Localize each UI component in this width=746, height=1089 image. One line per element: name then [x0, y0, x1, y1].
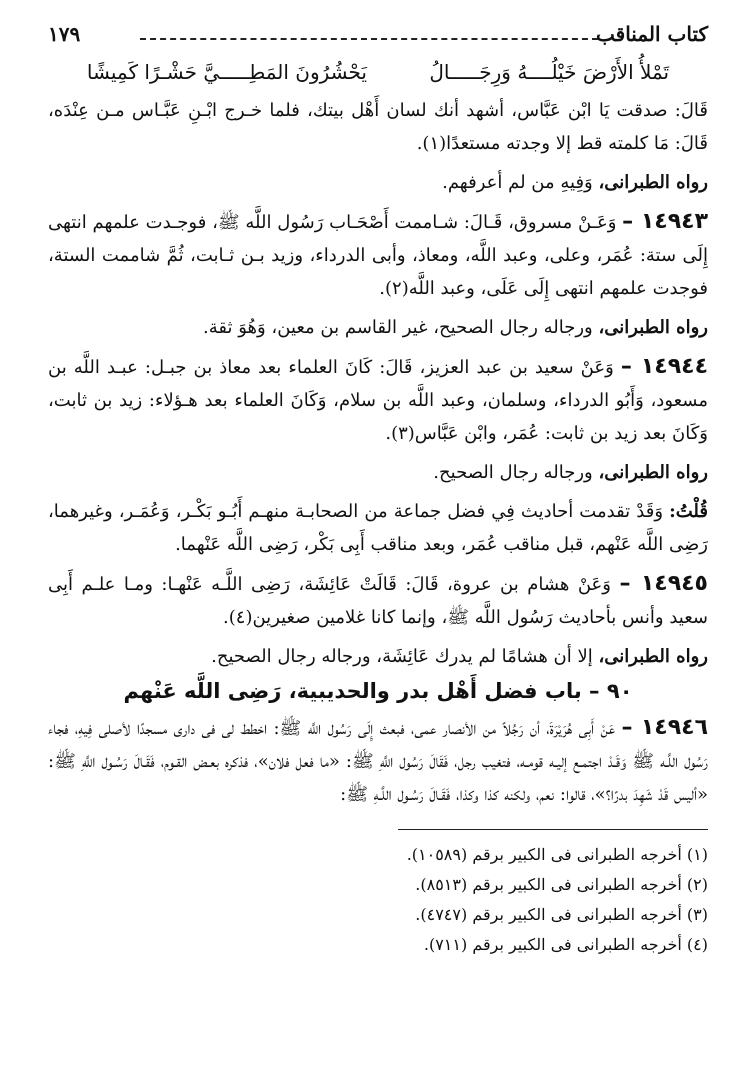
paragraph-text: وَعَنْ هشام بن عروة، قَالَ: قَالَتْ عَائِشَة، رَضِى اللَّـه عَنْهـا: ومـا علـم أَبِى سعيد وأنس بأحاديث رَسُول اللَّه ﷺ، وإنما كانا غلامين صغيرين(٤).: [48, 574, 708, 628]
running-header: [48, 14, 708, 50]
footnote: (٣) أخرجه الطبرانى فى الكبير برقم (٤٧٤٧).: [415, 905, 708, 924]
hadith-number: ١٤٩٤٣ –: [622, 209, 708, 234]
poetry-verse: [48, 60, 708, 84]
narration-note: [48, 640, 708, 673]
footnote: (٤) أخرجه الطبرانى فى الكبير برقم (٧١١).: [423, 935, 708, 954]
paragraph: قَالَ: صدقت يَا ابْن عَبَّاس، أشهد أنك لسان أَهْل بيتك، فلما خـرج ابْـنِ عَبَّـاس مـن عِنْدَه، قَالَ: مَا كلمته قط إلا وجدته مستعدًا(١).: [48, 100, 708, 154]
footnotes: [48, 840, 708, 960]
narration-note: [48, 456, 708, 489]
narrator-label: رواه الطبرانى،: [598, 462, 708, 483]
paragraph-text: وَقَدْ تقدمت أحاديث فِي فضل جماعة من الصحابـة منهـم أَبُـو بَكْـر، وَعُمَـر، وغيرهما، رَضِى اللَّه عَنْهم، قبل مناقب عُمَر، وبعد مناقب أَبِى بَكْر، رَضِى اللَّه عَنْهما.: [48, 501, 708, 555]
paragraph-text: ورجاله رجال الصحيح.: [433, 462, 599, 483]
footnote: (١) أخرجه الطبرانى فى الكبير برقم (١٠٥٨٩).: [406, 845, 708, 864]
hadith-paragraph: [48, 205, 708, 305]
page-body: [48, 94, 708, 811]
section-heading: ٩٠ – باب فضل أَهْل بدر والحديبية، رَضِى اللَّه عَنْهم: [123, 679, 633, 703]
hadith-paragraph: [48, 350, 708, 450]
paragraph-text: ورجاله رجال الصحيح، غير القاسم بن معين، وَهُوَ ثقة.: [203, 317, 599, 338]
chapter-title: كتاب المناقب: [596, 22, 708, 46]
paragraph-text: عَنْ أَبِى هُرَيْرَةَ، أن رَجُلاً من الأنصار عمى، فبعث إِلَى رَسُول اللَّه ﷺ: اخطط لى فى دارى مسجدًا لأصلى فِيهِ، فجاء رَسُول اللَّـه ﷺ وَقَـدْ اجتمـع إليـه قومـه، فتغيب رجل، فَقَالَ رَسُول اللَّهِ ﷺ: «ما فعل فلان»، فذكره بعـض القـوم، فَقَـالَ رَسُـول اللَّهِ ﷺ: «أليس قَدْ شَهِدَ بدرًا؟»، قالوا: نعم، ولكنه كذا وكذا، فَقَـالَ رَسُـول اللَّـهِ ﷺ:: [48, 718, 708, 805]
hadith-number: ١٤٩٤٦ –: [621, 715, 708, 740]
paragraph-text: وَعَـنْ مسروق، قَـالَ: شـاممت أَصْحَـاب رَسُول اللَّه ﷺ، فوجـدت علمهم انتهى إِلَى ستة: عُمَر، وعلى، وعبد اللَّه، ومعاذ، وأبى الدرداء، وزيد بـن ثـابت، ثُمَّ شاممت الستة، فوجدت علمهم انتهى إِلَى عَلَى، وعبد اللَّه(٢).: [48, 212, 708, 299]
narrator-label: رواه الطبرانى،: [598, 317, 708, 338]
paragraph-text: وَفِيهِ من لم أعرفهم.: [442, 172, 599, 193]
verse-hemistich-first: تَمْلأُ الأَرْضَ خَيْلُــــهُ وَرِجَـــــالُ: [429, 60, 670, 84]
footnote: (٢) أخرجه الطبرانى فى الكبير برقم (٨٥١٣).: [415, 875, 708, 894]
page-number: ١٧٩: [48, 22, 81, 46]
narrator-label: رواه الطبرانى،: [598, 172, 708, 193]
paragraph-text: إلا أن هشامًا لم يدرك عَائِشَة، ورجاله رجال الصحيح.: [211, 646, 599, 667]
narration-note: [48, 311, 708, 344]
narrator-label: رواه الطبرانى،: [598, 646, 708, 667]
hadith-number: ١٤٩٤٥ –: [619, 571, 708, 596]
footnote-rule: [398, 829, 708, 830]
hadith-paragraph: [48, 711, 708, 811]
author-comment: [48, 495, 708, 561]
book-page: [48, 14, 708, 1074]
verse-hemistich-second: يَحْشُرُونَ المَطِـــــيَّ حَشْـرًا كَمِيشًا: [86, 60, 367, 84]
comment-label: قُلْتُ:: [669, 501, 708, 522]
header-rule: [140, 38, 598, 40]
paragraph-text: وَعَنْ سعيد بن عبد العزيز، قَالَ: كَانَ العلماء بعد معاذ بن جبـل: عبـد اللَّه بن مسعود، وَأَبُو الدرداء، وسلمان، وعبد اللَّه بن سلام، وَكَانَ العلماء بعد هـؤلاء: زيد بن ثابت، وَكَانَ بعد زيد بن ثابت: عُمَر، وابْن عَبَّاس(٣).: [48, 357, 708, 444]
hadith-paragraph: [48, 567, 708, 634]
hadith-number: ١٤٩٤٤ –: [620, 354, 708, 379]
narration-note: [48, 166, 708, 199]
